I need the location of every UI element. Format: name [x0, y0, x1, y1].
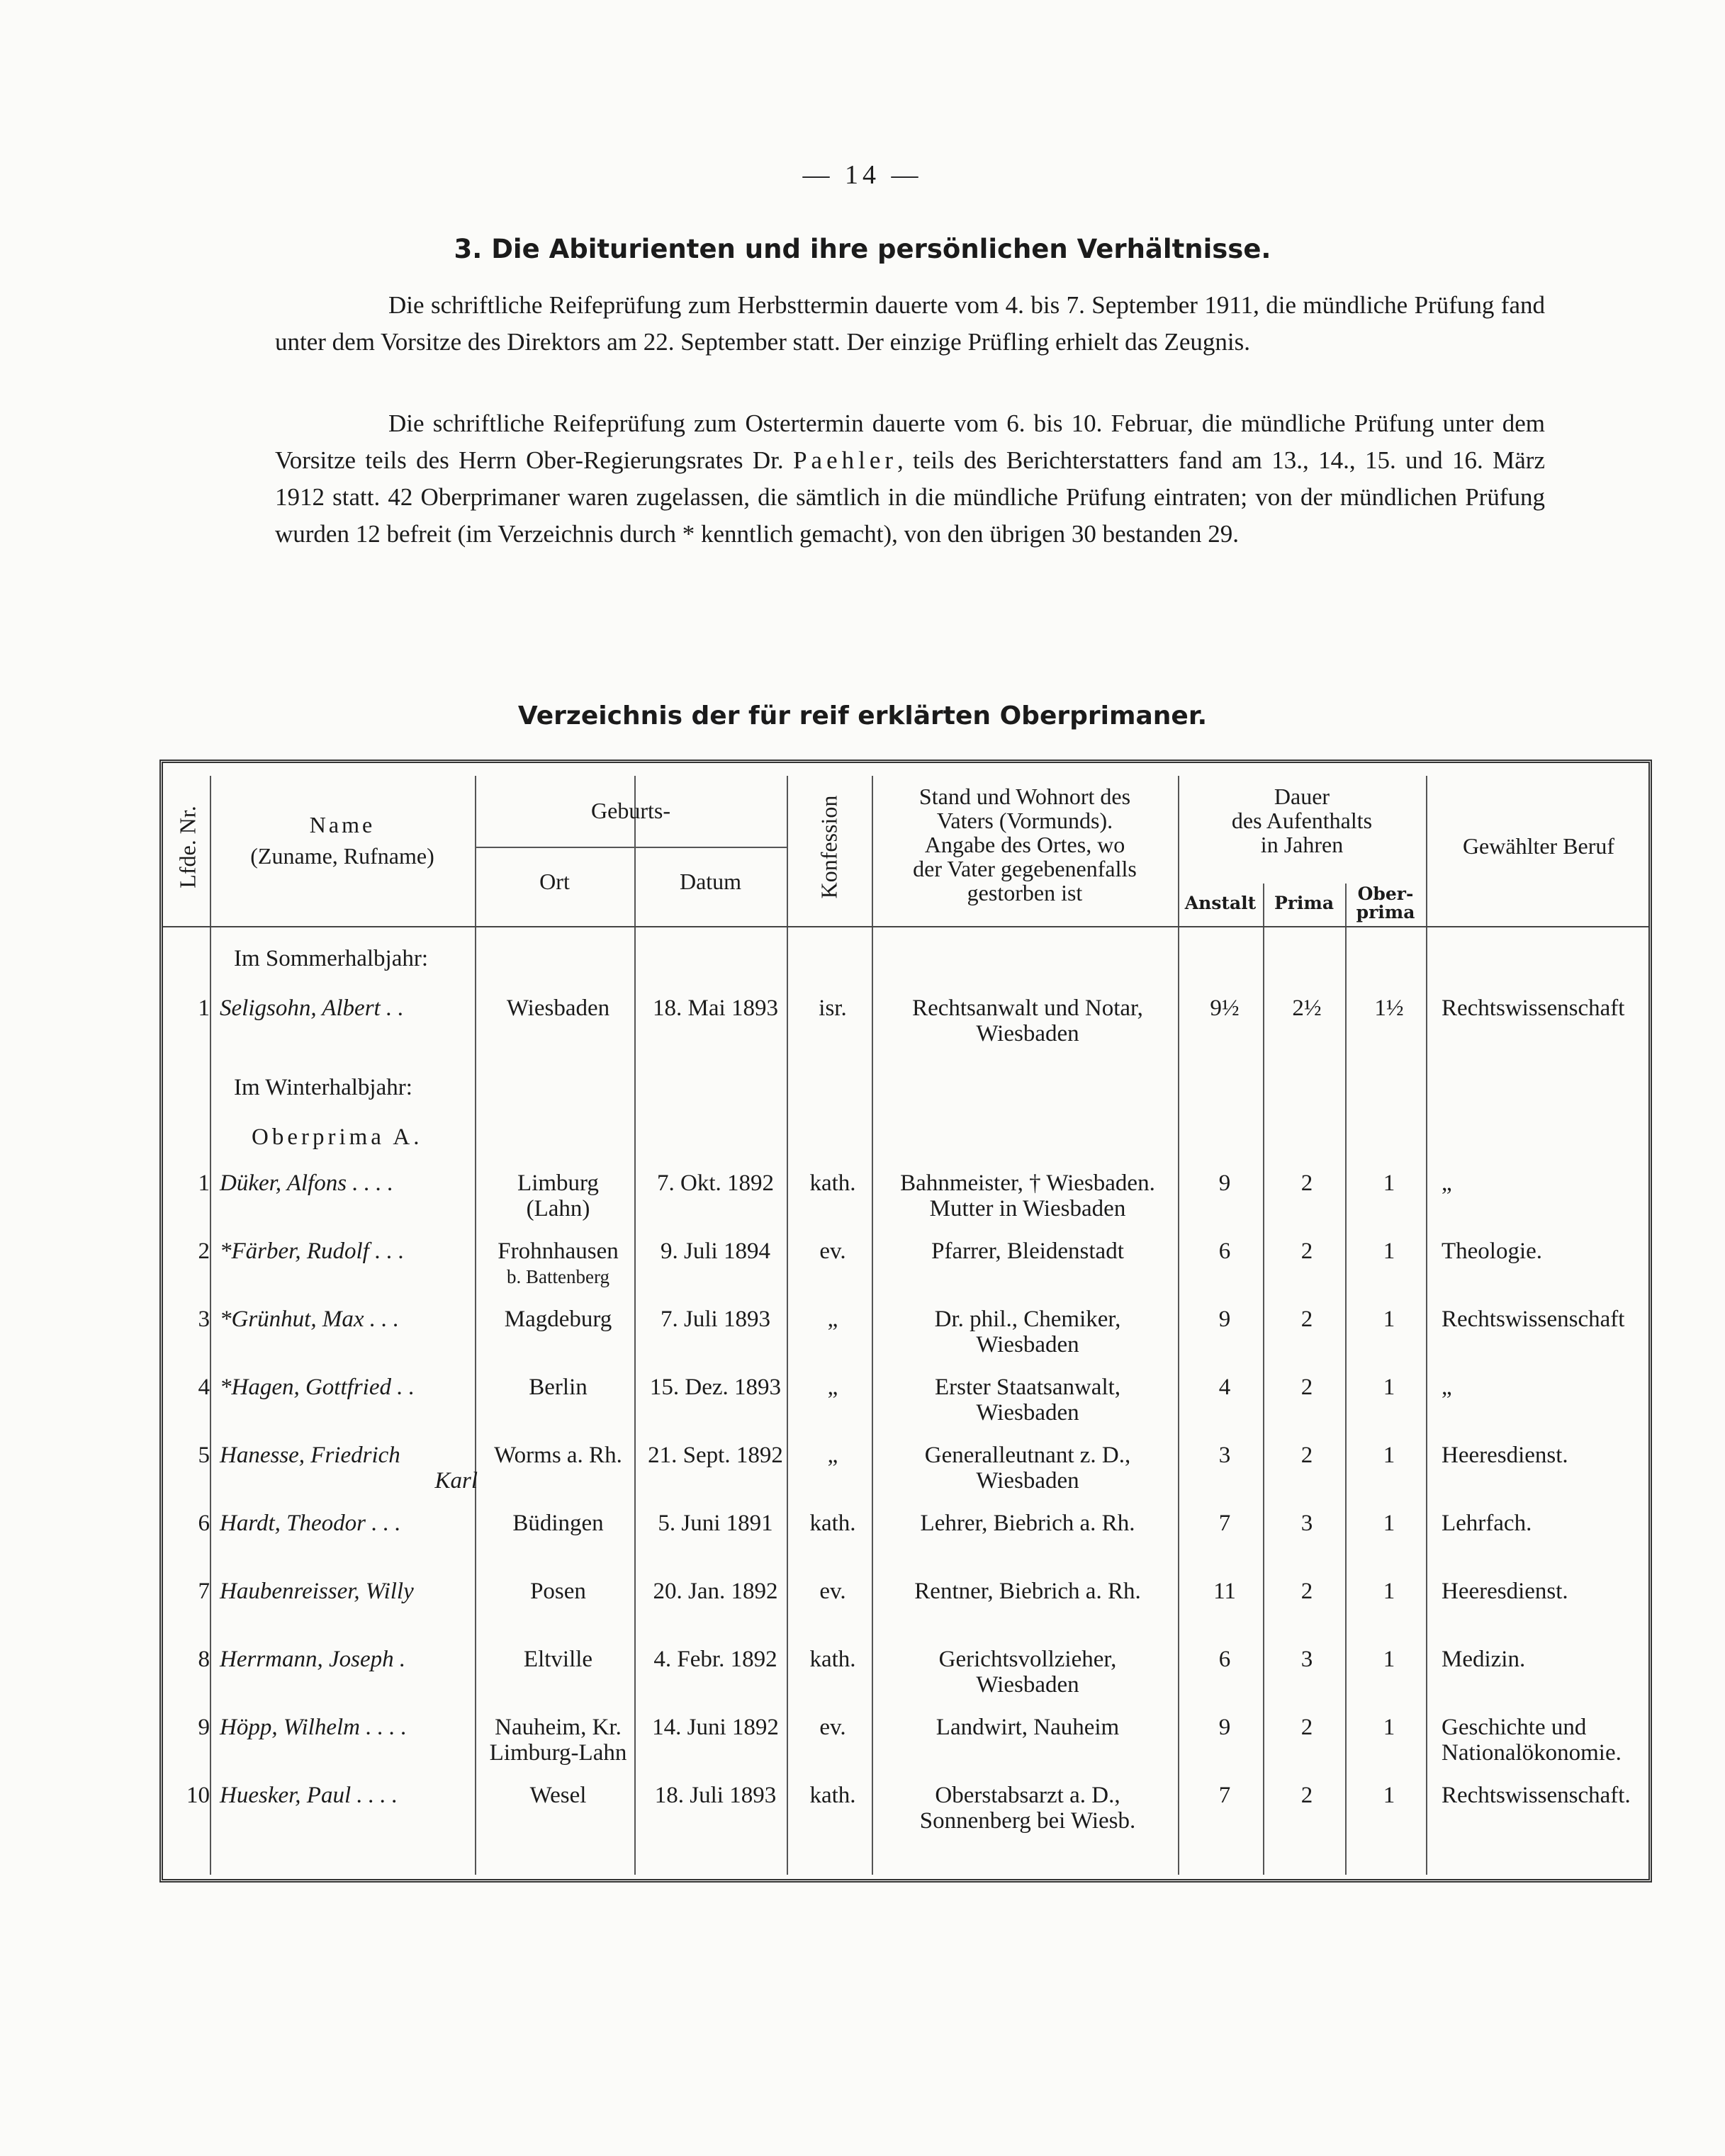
table-row [163, 1715, 1651, 1778]
row-stand [875, 1783, 1180, 1834]
row-name [220, 1375, 482, 1400]
row-prima: 2 [1300, 1238, 1313, 1264]
row-ort [478, 1306, 638, 1332]
table-row [163, 1443, 1651, 1506]
row-oberprima: 1 [1383, 1579, 1395, 1604]
row-beruf-line1: Theologie. [1442, 1238, 1543, 1264]
header-oberprima-line2: prima [1356, 902, 1415, 922]
table-row [163, 1647, 1651, 1710]
header-name-line2: (Zuname, Rufname) [250, 843, 434, 869]
table-row [163, 1375, 1651, 1438]
row-number: 5 [198, 1443, 210, 1468]
row-stand [875, 995, 1180, 1046]
row-anstalt: 9 [1218, 1715, 1231, 1740]
row-ort-line1: Nauheim, Kr. [495, 1715, 622, 1740]
row-prima: 2 [1300, 1170, 1313, 1196]
header-stand [872, 784, 1178, 905]
row-stand-line2: Sonnenberg bei Wiesb. [919, 1808, 1136, 1834]
row-anstalt: 4 [1218, 1375, 1231, 1400]
row-beruf [1432, 995, 1651, 1021]
header-datum: Datum [679, 869, 742, 894]
row-oberprima: 1 [1383, 1443, 1395, 1468]
row-konfession: „ [827, 1443, 838, 1468]
row-stand [875, 1511, 1180, 1536]
row-number: 3 [198, 1306, 210, 1332]
header-prima: Prima [1274, 893, 1335, 913]
row-beruf [1432, 1306, 1651, 1332]
header-beruf: Gewählter Beruf [1462, 833, 1615, 859]
row-beruf-line2: Nationalökonomie. [1442, 1740, 1622, 1766]
row-ort [478, 1238, 638, 1289]
examiner-name: Paehler [793, 446, 898, 474]
row-ort-line1: Eltville [523, 1647, 593, 1672]
row-number: 10 [186, 1783, 210, 1808]
row-number: 1 [198, 995, 210, 1021]
header-ort: Ort [539, 869, 570, 894]
row-beruf-line1: Rechtswissenschaft [1442, 995, 1625, 1021]
row-ort [478, 1715, 638, 1766]
row-ort-line1: Worms a. Rh. [494, 1443, 622, 1468]
paragraph-ostertermin [275, 405, 1545, 553]
row-beruf-line1: Heeresdienst. [1442, 1579, 1568, 1604]
row-stand-line2: Wiesbaden [976, 1400, 1079, 1426]
row-oberprima: 1 [1383, 1783, 1395, 1808]
header-name-line1: Name [309, 812, 376, 837]
row-beruf [1432, 1783, 1651, 1808]
row-beruf [1432, 1715, 1651, 1766]
row-stand-line2: Wiesbaden [976, 1468, 1079, 1494]
row-beruf [1432, 1579, 1651, 1604]
table-row [163, 1579, 1651, 1642]
row-datum: 18. Mai 1893 [653, 995, 778, 1021]
header-stand-line5: gestorben ist [967, 880, 1083, 905]
section-heading: 3. Die Abiturienten und ihre persönlichen Verhältnisse. [454, 234, 1271, 264]
paragraph-ostertermin-part1: Die schriftliche Reifeprüfung zum Ostertermin dauerte vom 6. bis 10. Februar, die mündliche Prüfung unter dem Vorsitze teils des Herrn Ober-Regierungsrates Dr. [275, 410, 1545, 474]
row-name [220, 1783, 482, 1808]
row-anstalt: 6 [1218, 1238, 1231, 1264]
header-oberprima [1345, 885, 1426, 922]
header-konfession: Konfession [816, 795, 842, 899]
row-name-line1: Hanesse, Friedrich [220, 1443, 400, 1468]
row-ort [478, 995, 638, 1021]
row-ort-line1: Berlin [529, 1375, 588, 1400]
row-beruf-line1: Rechtswissenschaft. [1442, 1783, 1631, 1808]
row-name [220, 1511, 482, 1536]
header-oberprima-line1: Ober- [1357, 884, 1414, 904]
header-stand-line1: Stand und Wohnort des [918, 784, 1131, 809]
header-stand-line3: Angabe des Ortes, wo [924, 832, 1125, 857]
header-nr: Lfde. Nr. [174, 806, 201, 888]
row-prima: 2 [1300, 1783, 1313, 1808]
row-konfession: kath. [809, 1511, 856, 1536]
row-number: 8 [198, 1647, 210, 1672]
row-stand-line2: Wiesbaden [976, 1021, 1079, 1046]
row-beruf-line1: Lehrfach. [1442, 1511, 1532, 1536]
row-ort-line2: (Lahn) [526, 1196, 590, 1221]
row-konfession: kath. [809, 1647, 856, 1672]
row-beruf-line1: Rechtswissenschaft [1442, 1306, 1625, 1332]
row-ort [478, 1579, 638, 1604]
paragraph-herbsttermin-text: Die schriftliche Reifeprüfung zum Herbsttermin dauerte vom 4. bis 7. September 1911, die mündliche Prüfung fand unter dem Vorsitze des Direktors am 22. September statt. Der einzige Prüfling erhielt das Zeugnis. [275, 291, 1545, 356]
row-anstalt: 9 [1218, 1170, 1231, 1196]
row-oberprima: 1 [1383, 1306, 1395, 1332]
paragraph-ostertermin-part2: , teils des Berichterstatters fand am 13., 14., 15. und 16. März 1912 statt. 42 Oberprimaner waren zugelassen, die sämtlich in die mündliche Prüfung eintraten; von der mündlichen Prüfung wurden 12 befreit (im Verzeichnis durch * kenntlich gemacht), von den übrigen 30 bestanden 29. [275, 446, 1545, 548]
page-number: — 14 — [802, 160, 923, 190]
row-name-line2: Karl [434, 1468, 478, 1494]
row-ort-line2: b. Battenberg [507, 1266, 609, 1287]
row-anstalt: 11 [1213, 1579, 1236, 1604]
row-stand [875, 1579, 1180, 1604]
section-sommer: Im Sommerhalbjahr: [234, 946, 429, 971]
row-name [220, 1443, 482, 1494]
row-datum: 15. Dez. 1893 [649, 1375, 782, 1400]
row-stand-line1: Rechtsanwalt und Notar, [912, 995, 1143, 1021]
row-name [220, 995, 482, 1021]
row-stand-line2: Wiesbaden [976, 1332, 1079, 1358]
row-name-line1: Hardt, Theodor . . . [220, 1511, 401, 1536]
row-konfession: isr. [819, 995, 847, 1021]
row-anstalt: 7 [1218, 1511, 1231, 1536]
row-oberprima: 1 [1383, 1375, 1395, 1400]
row-stand [875, 1647, 1180, 1698]
row-name [220, 1306, 482, 1332]
row-konfession: kath. [809, 1783, 856, 1808]
header-stand-line2: Vaters (Vormunds). [936, 808, 1113, 833]
row-beruf [1432, 1170, 1651, 1196]
row-beruf-line1: „ [1442, 1375, 1452, 1400]
row-beruf-line1: Heeresdienst. [1442, 1443, 1568, 1468]
row-stand-line1: Gerichtsvollzieher, [938, 1647, 1117, 1672]
row-datum: 21. Sept. 1892 [648, 1443, 783, 1468]
row-beruf [1432, 1375, 1651, 1400]
row-stand-line1: Generalleutnant z. D., [924, 1443, 1131, 1468]
row-ort [478, 1783, 638, 1808]
row-ort [478, 1647, 638, 1672]
row-name [220, 1579, 482, 1604]
row-name-line1: Düker, Alfons . . . . [220, 1170, 394, 1196]
row-stand-line1: Rentner, Biebrich a. Rh. [914, 1579, 1141, 1604]
row-ort-line1: Limburg [517, 1170, 599, 1196]
row-prima: 2 [1300, 1579, 1313, 1604]
section-oberprima-a: Oberprima A. [252, 1124, 423, 1150]
row-number: 4 [198, 1375, 210, 1400]
row-ort [478, 1511, 638, 1536]
row-anstalt: 9 [1218, 1306, 1231, 1332]
row-prima: 2 [1300, 1375, 1313, 1400]
row-ort-line1: Frohnhausen [498, 1238, 619, 1264]
row-oberprima: 1 [1383, 1715, 1395, 1740]
row-name [220, 1238, 482, 1264]
row-ort-line1: Wesel [529, 1783, 587, 1808]
row-name [220, 1715, 482, 1740]
row-name-line1: *Färber, Rudolf . . . [220, 1238, 405, 1264]
row-name-line1: Seligsohn, Albert . . [220, 995, 404, 1021]
row-stand [875, 1238, 1180, 1264]
row-beruf-line1: Geschichte und [1442, 1715, 1587, 1740]
row-ort [478, 1375, 638, 1400]
row-stand-line1: Pfarrer, Bleidenstadt [931, 1238, 1124, 1264]
row-stand-line2: Wiesbaden [976, 1672, 1079, 1698]
row-number: 9 [198, 1715, 210, 1740]
row-stand-line1: Bahnmeister, † Wiesbaden. [900, 1170, 1155, 1196]
row-datum: 14. Juni 1892 [652, 1715, 779, 1740]
row-ort-line1: Posen [530, 1579, 586, 1604]
row-datum: 4. Febr. 1892 [653, 1647, 777, 1672]
header-geburts: Geburts- [591, 798, 670, 823]
row-name [220, 1170, 482, 1196]
row-name-line1: Huesker, Paul . . . . [220, 1783, 398, 1808]
row-prima: 3 [1300, 1647, 1313, 1672]
row-beruf [1432, 1647, 1651, 1672]
row-prima: 2 [1300, 1443, 1313, 1468]
row-beruf [1432, 1511, 1651, 1536]
row-oberprima: 1 [1383, 1238, 1395, 1264]
row-anstalt: 3 [1218, 1443, 1231, 1468]
row-konfession: kath. [809, 1170, 856, 1196]
header-dauer-line1: Dauer [1274, 784, 1330, 809]
row-prima: 2½ [1292, 995, 1322, 1021]
paragraph-herbsttermin [275, 287, 1545, 361]
header-dauer-line2: des Aufenthalts [1231, 808, 1373, 833]
row-datum: 18. Juli 1893 [654, 1783, 777, 1808]
row-stand [875, 1375, 1180, 1426]
row-datum: 20. Jan. 1892 [653, 1579, 778, 1604]
row-stand-line1: Oberstabsarzt a. D., [935, 1783, 1120, 1808]
row-name-line1: Höpp, Wilhelm . . . . [220, 1715, 407, 1740]
row-oberprima: 1½ [1374, 995, 1404, 1021]
row-beruf-line1: Medizin. [1442, 1647, 1526, 1672]
header-name [210, 813, 475, 868]
row-konfession: „ [827, 1306, 838, 1332]
row-beruf [1432, 1238, 1651, 1264]
row-datum: 7. Okt. 1892 [657, 1170, 774, 1196]
row-number: 7 [198, 1579, 210, 1604]
row-number: 6 [198, 1511, 210, 1536]
row-number: 2 [198, 1238, 210, 1264]
row-datum: 5. Juni 1891 [658, 1511, 773, 1536]
row-oberprima: 1 [1383, 1511, 1395, 1536]
table-row [163, 1170, 1651, 1234]
row-oberprima: 1 [1383, 1647, 1395, 1672]
row-ort-line1: Büdingen [512, 1511, 604, 1536]
row-anstalt: 6 [1218, 1647, 1231, 1672]
header-dauer-line3: in Jahren [1260, 832, 1344, 857]
row-stand [875, 1306, 1180, 1358]
row-ort-line2: Limburg-Lahn [489, 1740, 627, 1766]
table-row [163, 1238, 1651, 1302]
graduates-table [159, 760, 1652, 1883]
row-prima: 3 [1300, 1511, 1313, 1536]
row-name [220, 1647, 482, 1672]
row-datum: 7. Juli 1893 [661, 1306, 770, 1332]
table-row [163, 1783, 1651, 1846]
row-stand [875, 1715, 1180, 1740]
row-konfession: ev. [819, 1238, 846, 1264]
row-ort-line1: Wiesbaden [506, 995, 610, 1021]
row-datum: 9. Juli 1894 [661, 1238, 770, 1264]
row-beruf [1432, 1443, 1651, 1468]
row-anstalt: 9½ [1210, 995, 1240, 1021]
geburts-rule [475, 847, 787, 848]
row-ort [478, 1443, 638, 1468]
list-heading: Verzeichnis der für reif erklärten Oberprimaner. [517, 701, 1208, 730]
row-konfession: ev. [819, 1579, 846, 1604]
table-row [163, 1511, 1651, 1574]
row-number: 1 [198, 1170, 210, 1196]
row-stand-line1: Erster Staatsanwalt, [934, 1375, 1121, 1400]
row-stand-line1: Landwirt, Nauheim [935, 1715, 1120, 1740]
row-name-line1: *Hagen, Gottfried . . [220, 1375, 415, 1400]
row-ort [478, 1170, 638, 1221]
row-beruf-line1: „ [1442, 1170, 1452, 1196]
row-ort-line1: Magdeburg [504, 1306, 612, 1332]
row-konfession: „ [827, 1375, 838, 1400]
row-name-line1: Herrmann, Joseph . [220, 1647, 406, 1672]
table-row [163, 1306, 1651, 1370]
row-stand [875, 1170, 1180, 1221]
row-stand-line1: Dr. phil., Chemiker, [934, 1306, 1121, 1332]
row-anstalt: 7 [1218, 1783, 1231, 1808]
header-dauer [1178, 784, 1426, 857]
header-anstalt: Anstalt [1184, 893, 1257, 913]
row-prima: 2 [1300, 1715, 1313, 1740]
section-winter: Im Winterhalbjahr: [234, 1075, 412, 1100]
row-prima: 2 [1300, 1306, 1313, 1332]
row-name-line1: Haubenreisser, Willy [220, 1579, 414, 1604]
row-stand [875, 1443, 1180, 1494]
row-oberprima: 1 [1383, 1170, 1395, 1196]
row-name-line1: *Grünhut, Max . . . [220, 1306, 399, 1332]
header-stand-line4: der Vater gegebenenfalls [913, 856, 1137, 881]
row-konfession: ev. [819, 1715, 846, 1740]
table-row [163, 995, 1651, 1059]
row-stand-line2: Mutter in Wiesbaden [929, 1196, 1126, 1221]
row-stand-line1: Lehrer, Biebrich a. Rh. [920, 1511, 1135, 1536]
